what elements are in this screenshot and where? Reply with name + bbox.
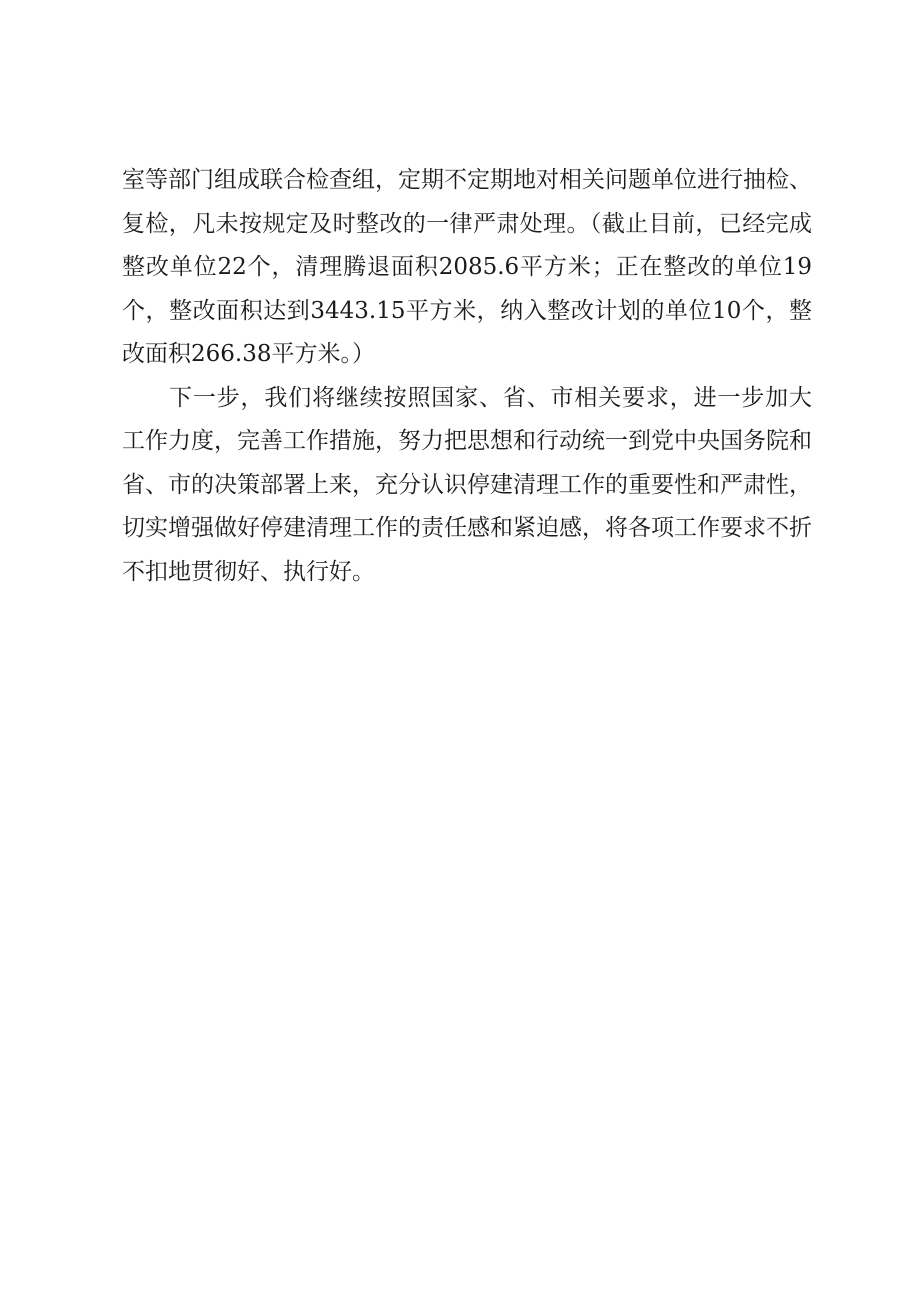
paragraph-line: 整改单位22个，清理腾退面积2085.6平方米；正在整改的单位19: [122, 254, 812, 280]
paragraph-line: 室等部门组成联合检查组，定期不定期地对相关问题单位进行抽检、: [122, 167, 812, 193]
paragraph-line: 复检，凡未按规定及时整改的一律严肃处理。（截止目前，已经完成: [122, 210, 812, 237]
paragraph-line: 工作力度，完善工作措施，努力把思想和行动统一到党中央国务院和: [122, 428, 812, 454]
paragraph-line: 切实增强做好停建清理工作的责任感和紧迫感，将各项工作要求不折: [122, 515, 812, 541]
paragraph-2: [122, 377, 812, 595]
paragraph-line: 省、市的决策部署上来，充分认识停建清理工作的重要性和严肃性，: [122, 471, 812, 498]
document-body: [122, 159, 812, 594]
paragraph-line: 个，整改面积达到3443.15平方米，纳入整改计划的单位10个，整: [122, 297, 812, 324]
paragraph-1: [122, 159, 812, 377]
paragraph-line: 改面积266.38平方米。）: [122, 341, 375, 367]
paragraph-line: 不扣地贯彻好、执行好。: [122, 558, 375, 585]
paragraph-line: 下一步，我们将继续按照国家、省、市相关要求，进一步加大: [169, 384, 812, 411]
